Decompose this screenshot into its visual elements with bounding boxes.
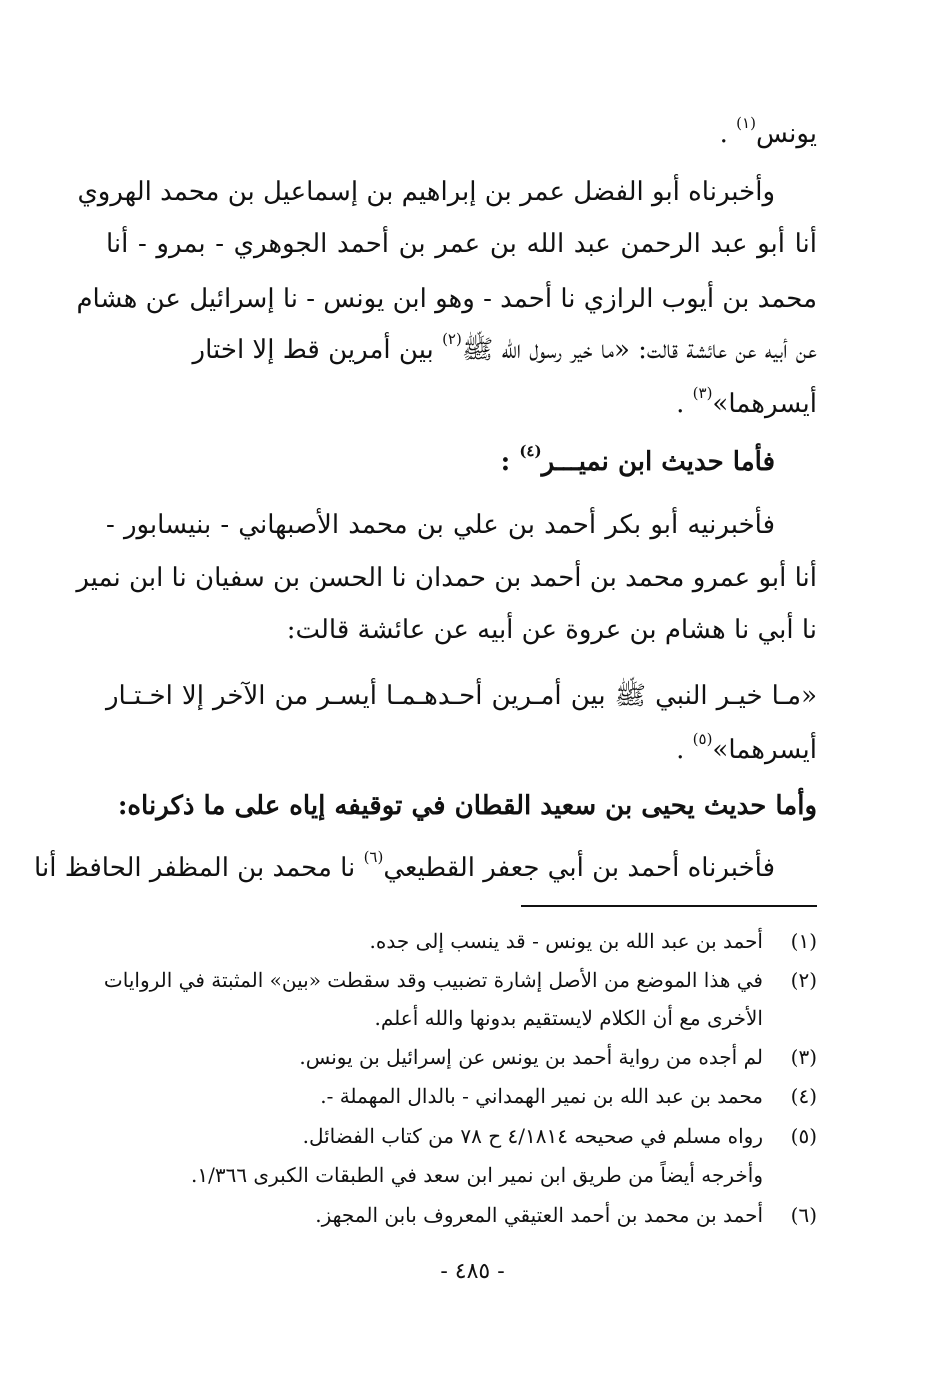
heading-text: فأما حديث ابن نميـــر [541, 447, 775, 477]
footnote-continuation [106, 1159, 763, 1191]
footnote-number: (١) [790, 929, 817, 953]
text-line: وأخبرناه أبو الفضل عمر بن إبراهيم بن إسماعيل بن محمد الهروي [77, 177, 775, 207]
line-text: أيسرهما» [712, 389, 817, 419]
footnote-text: لم أجده من رواية أحمد بن يونس عن إسرائيل بن يونس. [299, 1045, 763, 1069]
section-heading [106, 442, 775, 482]
footnote-text: وأخرجه أيضاً من طريق ابن نمير ابن سعد في الطبقات الكبرى ١/٣٦٦. [191, 1163, 763, 1187]
footnote-number: (٦) [790, 1203, 817, 1227]
text-line [34, 848, 775, 888]
text-line [106, 330, 817, 370]
footnote [106, 1041, 817, 1073]
footnote-text: في هذا الموضع من الأصل إشارة تضبيب وقد سقطت «بين» المثبتة في الروايات [103, 968, 763, 992]
heading-text: : [500, 447, 520, 477]
line-text: عن أبيه عن عائشة قالت: «ما خير رسول الله ﷺ [461, 335, 817, 365]
footnote-text: أحمد بن عبد الله بن يونس - قد ينسب إلى جده. [369, 929, 763, 953]
text-line: نا أبي نا هشام بن عروة عن أبيه عن عائشة قالت: [286, 615, 817, 645]
footnote-text: محمد بن عبد الله بن نمير الهمداني - بالدال المهملة -. [320, 1084, 763, 1108]
text-line: أنا أبو عبد الرحمن عبد الله بن عمر بن أحمد الجوهري - بمرو - أنا [106, 229, 817, 259]
line-text: نا محمد بن المظفر الحافظ أنا [34, 853, 364, 883]
footnote-text: رواه مسلم في صحيحه ٤/١٨١٤ ح ٧٨ من كتاب الفضائل. [302, 1124, 763, 1148]
line-text: . [676, 735, 693, 765]
quote-line [106, 730, 817, 770]
footnote-continuation [106, 1002, 763, 1034]
line-text: . [719, 119, 737, 149]
quote-line: «مـا خيـر النبي ﷺ بين أمـرين أحـدهـمـا أيسـر من الآخر إلا اخـتـار [106, 681, 817, 711]
text-line [106, 114, 817, 154]
footnote-reference: (١) [736, 114, 756, 132]
text-line: أنا أبو عمرو محمد بن أحمد بن حمدان نا الحسن بن سفيان نا ابن نمير [76, 563, 817, 593]
footnote-number: (٥) [790, 1124, 817, 1148]
footnote-reference: (٦) [363, 848, 384, 866]
footnote-reference: (٢) [442, 330, 462, 348]
footnote-reference: (٣) [692, 384, 713, 402]
footnote [106, 925, 817, 957]
line-text: يونس [755, 119, 817, 149]
footnote [106, 1199, 817, 1231]
text-line: محمد بن أيوب الرازي نا أحمد - وهو ابن يونس - نا إسرائيل عن هشام [76, 284, 817, 314]
footnote-number: (٢) [790, 968, 817, 992]
footnote-text: الأخرى مع أن الكلام لايستقيم بدونها والله أعلم. [374, 1006, 763, 1030]
page-number: - ٤٨٥ - [440, 1259, 505, 1284]
text-line [106, 384, 817, 424]
line-text: فأخبرناه أحمد بن أبي جعفر القطيعي [383, 853, 775, 883]
section-heading: وأما حديث يحيى بن سعيد القطان في توقيفه إياه على ما ذكرناه: [117, 791, 817, 821]
footnote-reference: (٤) [519, 442, 542, 460]
footnote [103, 964, 817, 996]
footnote-text: أحمد بن محمد بن أحمد العتيقي المعروف بابن المجهز. [315, 1203, 763, 1227]
text-line: فأخبرنيه أبو بكر أحمد بن علي بن محمد الأصبهاني - بنيسابور - [106, 510, 775, 540]
line-text: بين أمرين قط إلا اختار [192, 335, 443, 365]
footnote [106, 1120, 817, 1152]
footnote-number: (٣) [790, 1045, 817, 1069]
footnote-number: (٤) [790, 1084, 817, 1108]
line-text: أيسرهما» [712, 735, 817, 765]
footnote-reference: (٥) [692, 730, 713, 748]
footnote-separator [521, 905, 817, 907]
footnote [106, 1080, 817, 1112]
line-text: . [676, 389, 693, 419]
